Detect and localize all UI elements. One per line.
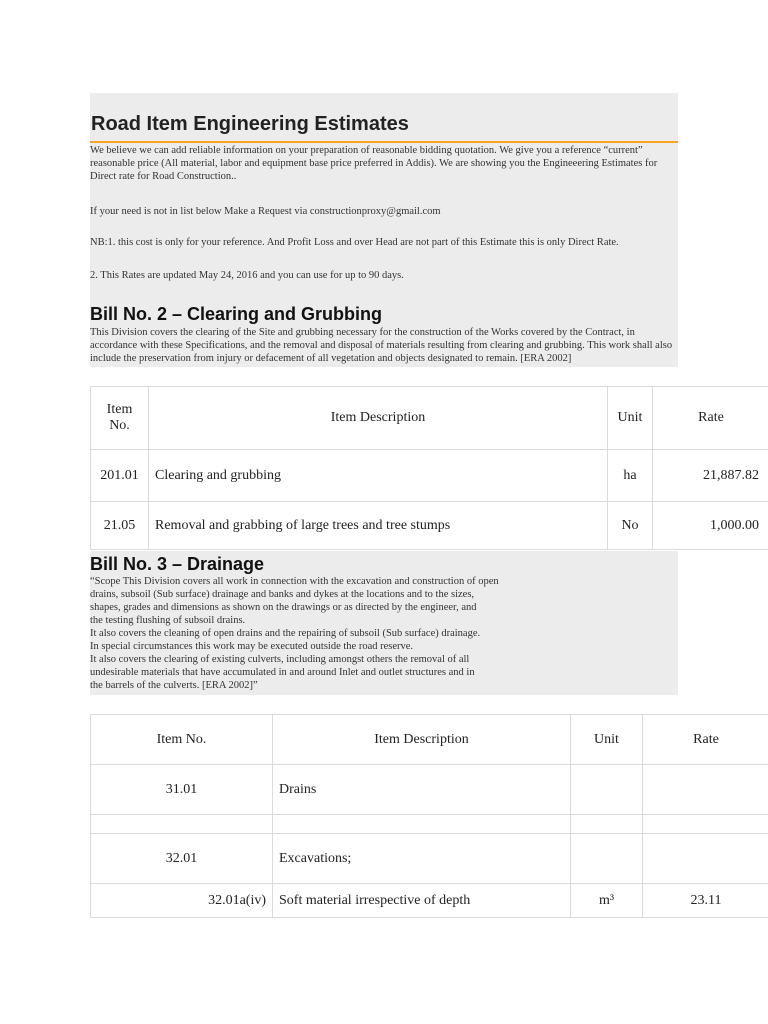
description-cell: [273, 815, 571, 834]
header-unit: Unit: [571, 715, 643, 765]
rate-cell: [643, 765, 768, 815]
bill2-title: Bill No. 2 – Clearing and Grubbing: [90, 304, 383, 324]
unit-cell: [571, 765, 643, 815]
unit-cell: [571, 815, 643, 834]
title-underline: [90, 141, 678, 143]
bill2-section: [90, 288, 678, 367]
table-row: [91, 502, 768, 550]
intro-paragraph: We believe we can add reliable information on your preparation of reasonable bidding quotation. We give you a reference “current” reasonable price (All material, labor and equipment base price preferred in Addis). We are showing you the Engineeering Estimates for Direct rate for Road Construction..: [90, 145, 658, 182]
header-description: Item Description: [149, 387, 608, 450]
nb-note-1: NB:1. this cost is only for your reference. And Profit Loss and over Head are not part of this Estimate this is only Direct Rate.: [90, 237, 619, 248]
bill2-table: [90, 386, 768, 550]
bill3-title: Bill No. 3 – Drainage: [90, 554, 265, 574]
description-cell: Clearing and grubbing: [149, 450, 608, 502]
rate-cell: 23.11: [643, 884, 768, 918]
description-cell: Soft material irrespective of depth: [273, 884, 571, 918]
unit-cell: No: [608, 502, 653, 550]
header-item-no: Item No.: [91, 715, 273, 765]
header-unit: Unit: [608, 387, 653, 450]
rate-cell: 21,887.82: [653, 450, 768, 502]
description-cell: Excavations;: [273, 834, 571, 884]
intro-section: [90, 93, 678, 288]
bill2-description: This Division covers the clearing of the Site and grubbing necessary for the construction of the Works covered by the Contract, in accordance with these Specifications, and the removal and disposal of materials resulting from clearing and grubbing. This work shall also include the preservation from injury or defacement of all vegetation and objects designated to remain. [ERA 2002]: [90, 327, 673, 364]
nb-note-2: 2. This Rates are updated May 24, 2016 and you can use for up to 90 days.: [90, 270, 404, 281]
bill3-table: [90, 714, 768, 918]
header-item-no: Item No.: [91, 387, 149, 450]
item-no-cell: 201.01: [91, 450, 149, 502]
bill3-description: “Scope This Division covers all work in connection with the excavation and construction of open drains, subsoil (Sub surface) drainage and banks and dykes at the locations and to the sizes, shapes, grades and dimensions as shown on the drawings or as directed by the engineer, and the testing flushing of subsoil drains. It also covers the cleaning of open drains and the repairing of subsoil (Sub surface) drainage. In special circumstances this work may be executed outside the road reserve. It also covers the clearing of existing culverts, including amongst others the removal of all undesirable materials that have accumulated in and around Inlet and outlet structures and in the barrels of the culverts. [ERA 2002]”: [90, 576, 499, 691]
table-row: [91, 450, 768, 502]
table-row: [91, 884, 768, 918]
bill3-section: [90, 551, 678, 695]
unit-cell: m³: [571, 884, 643, 918]
table-row: [91, 834, 768, 884]
item-no-cell: 32.01a(iv): [91, 884, 273, 918]
unit-cell: [571, 834, 643, 884]
rate-cell: [643, 815, 768, 834]
item-no-cell: 32.01: [91, 834, 273, 884]
table-row: [91, 815, 768, 834]
table-row: [91, 765, 768, 815]
rate-cell: [643, 834, 768, 884]
request-note: If your need is not in list below Make a Request via constructionproxy@gmail.com: [90, 206, 441, 217]
description-cell: Drains: [273, 765, 571, 815]
item-no-cell: 21.05: [91, 502, 149, 550]
header-description: Item Description: [273, 715, 571, 765]
page-title: Road Item Engineering Estimates: [91, 113, 409, 135]
description-cell: Removal and grabbing of large trees and tree stumps: [149, 502, 608, 550]
unit-cell: ha: [608, 450, 653, 502]
item-no-cell: 31.01: [91, 765, 273, 815]
header-rate: Rate: [643, 715, 768, 765]
header-rate: Rate: [653, 387, 768, 450]
table-header-row: [91, 715, 768, 765]
rate-cell: 1,000.00: [653, 502, 768, 550]
table-header-row: [91, 387, 768, 450]
item-no-cell: [91, 815, 273, 834]
